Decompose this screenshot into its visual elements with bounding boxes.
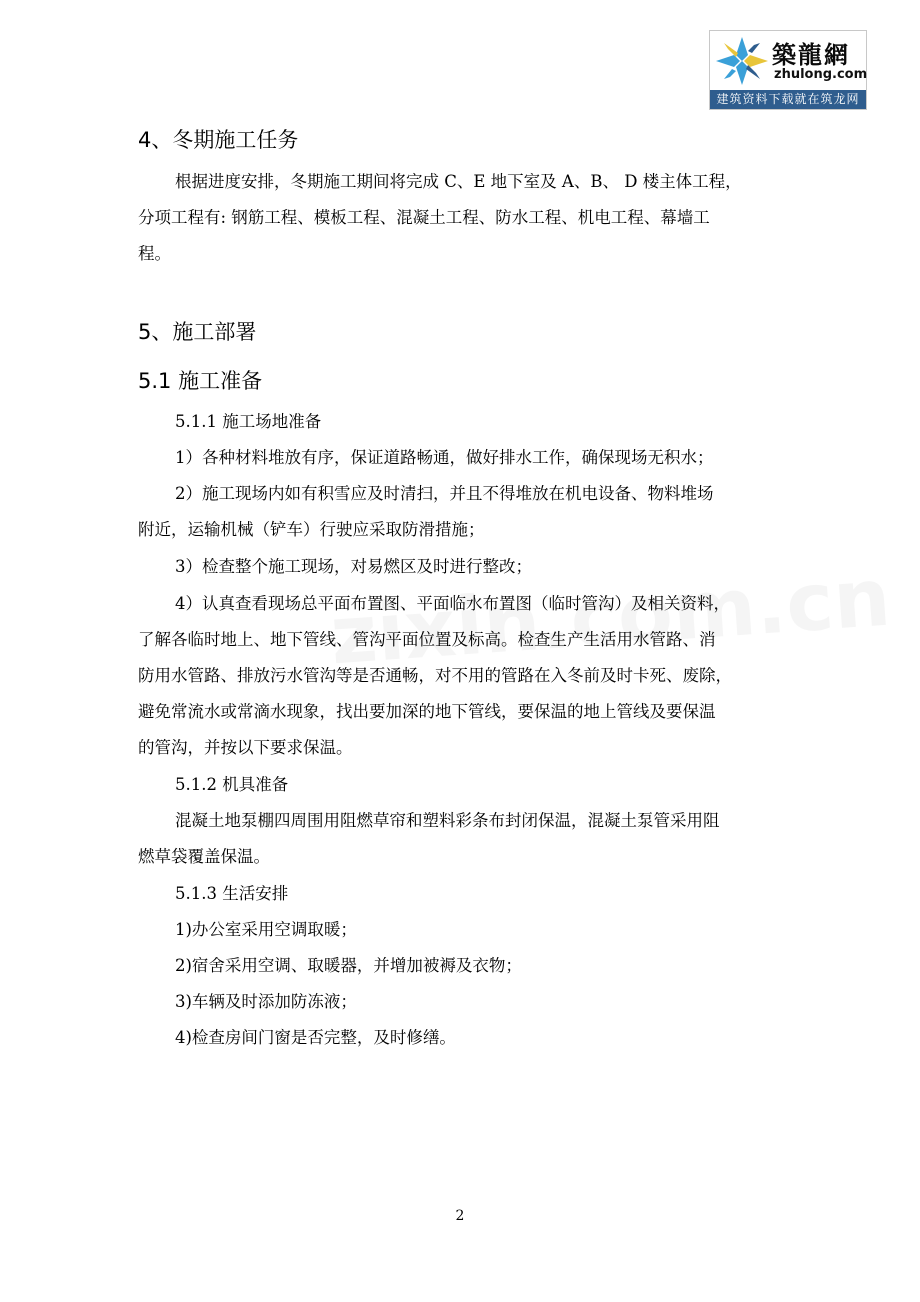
- section-5-1-1-item-2-line-2: 附近，运输机械（铲车）行驶应采取防滑措施；: [138, 520, 485, 539]
- section-5-1-1-item-2-line-1: 2）施工现场内如有积雪应及时清扫，并且不得堆放在机电设备、物料堆场: [175, 484, 714, 503]
- logo-name-cn: 築龍網: [772, 41, 850, 69]
- section-5-1-heading: 5.1 施工准备: [138, 369, 263, 393]
- section-5-1-3-item-3: 3)车辆及时添加防冻液；: [175, 992, 357, 1011]
- section-5-heading: 5、施工部署: [138, 320, 257, 344]
- section-5-1-1-item-4-line-1: 4）认真查看现场总平面布置图、平面临水布置图（临时管沟）及相关资料，: [175, 594, 730, 613]
- section-5-1-3-item-2: 2)宿舍采用空调、取暖器，并增加被褥及衣物；: [175, 956, 522, 975]
- section-4-paragraph-line-1: 根据进度安排，冬期施工期间将完成 C、E 地下室及 A、B、 D 楼主体工程，: [175, 172, 742, 191]
- section-5-1-3-item-4: 4)检查房间门窗是否完整，及时修缮。: [175, 1028, 456, 1047]
- section-5-1-1-title: 5.1.1 施工场地准备: [175, 412, 322, 431]
- section-5-1-2-paragraph-line-2: 燃草袋覆盖保温。: [138, 847, 270, 866]
- section-4-paragraph-line-2: 分项工程有: 钢筋工程、模板工程、混凝土工程、防水工程、机电工程、幕墙工: [138, 208, 710, 227]
- section-5-1-1-item-4-line-5: 的管沟，并按以下要求保温。: [138, 738, 353, 757]
- page-number: 2: [455, 1208, 465, 1224]
- section-5-1-3-item-1: 1)办公室采用空调取暖；: [175, 920, 357, 939]
- section-4-paragraph-line-3: 程。: [138, 244, 171, 263]
- section-5-1-2-title: 5.1.2 机具准备: [175, 775, 289, 794]
- zhulong-logo: [709, 30, 867, 110]
- section-4-heading: 4、冬期施工任务: [138, 128, 299, 152]
- section-5-1-1-item-1: 1）各种材料堆放有序，保证道路畅通，做好排水工作，确保现场无积水；: [175, 448, 714, 467]
- section-5-1-1-item-4-line-2: 了解各临时地上、地下管线、管沟平面位置及标高。检查生产生活用水管路、消: [138, 630, 716, 649]
- section-5-1-1-item-4-line-4: 避免常流水或常滴水现象，找出要加深的地下管线，要保温的地上管线及要保温: [138, 702, 716, 721]
- zhulong-emblem-icon: [714, 35, 770, 87]
- logo-name-en: zhulong.com: [774, 67, 868, 82]
- section-5-1-1-item-4-line-3: 防用水管路、排放污水管沟等是否通畅，对不用的管路在入冬前及时卡死、废除，: [138, 666, 732, 685]
- section-5-1-3-title: 5.1.3 生活安排: [175, 884, 289, 903]
- section-5-1-1-item-3: 3）检查整个施工现场，对易燃区及时进行整改；: [175, 557, 532, 576]
- section-5-1-2-paragraph-line-1: 混凝土地泵棚四周围用阻燃草帘和塑料彩条布封闭保温，混凝土泵管采用阻: [175, 811, 720, 830]
- logo-tagline: 建筑资料下载就在筑龙网: [710, 90, 866, 109]
